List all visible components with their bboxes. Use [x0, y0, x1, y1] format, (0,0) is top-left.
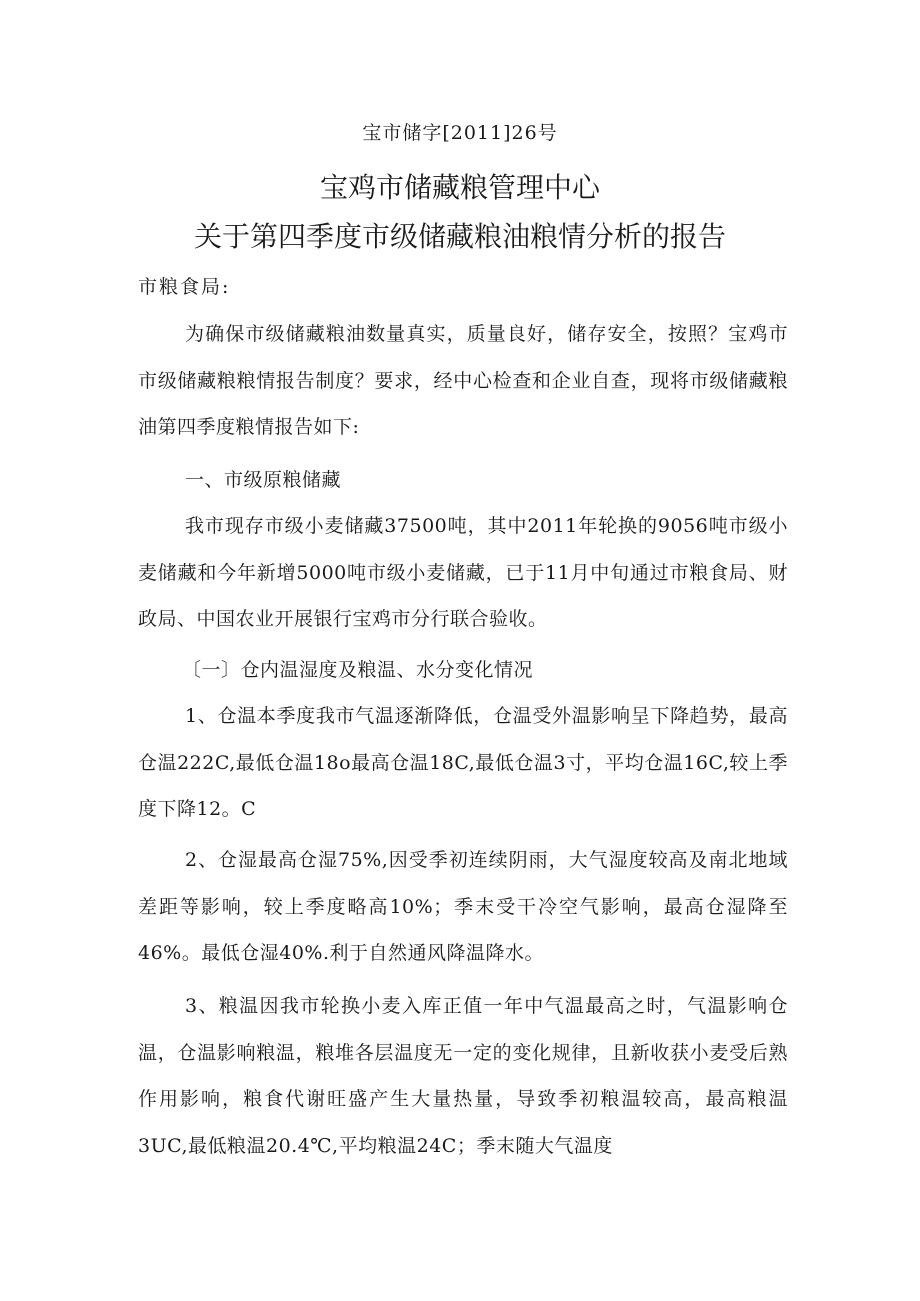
- item-1-paragraph: 1、仓温本季度我市气温逐渐降低，仓温受外温影响呈下降趋势，最高仓温222C,最低仓温18o最高仓温18C,最低仓温3寸，平均仓温16C,较上季度下降12。C: [138, 705, 788, 820]
- document-title-line2: 关于第四季度市级储藏粮油粮情分析的报告: [193, 220, 726, 253]
- document-title-line1: 宝鸡市储藏粮管理中心: [319, 171, 600, 204]
- intro-paragraph: 为确保市级储藏粮油数量真实，质量良好，储存安全，按照？宝鸡市市级储藏粮粮情报告制度？要求，经中心检查和企业自查，现将市级储藏粮油第四季度粮情报告如下:: [138, 323, 788, 438]
- subsection-heading-1: 〔一〕仓内温湿度及粮温、水分变化情况: [182, 659, 534, 681]
- section-heading-1: 一、市级原粮储藏: [185, 469, 342, 491]
- item-3-paragraph: 3、粮温因我市轮换小麦入库正值一年中气温最高之时，气温影响仓温，仓温影响粮温，粮堆各层温度无一定的变化规律，且新收获小麦受后熟作用影响，粮食代谢旺盛产生大量热量，导致季初粮温较高，最高粮温3UC,最低粮温20.4℃,平均粮温24C；季末随大气温度: [138, 995, 788, 1157]
- salutation: 市粮食局:: [138, 276, 231, 298]
- section1-paragraph: 我市现存市级小麦储藏37500吨，其中2011年轮换的9056吨市级小麦储藏和今年新增5000吨市级小麦储藏，已于11月中旬通过市粮食局、财政局、中国农业开展银行宝鸡市分行联合验收。: [138, 515, 788, 630]
- item-2-paragraph: 2、仓湿最高仓湿75%,因受季初连续阴雨，大气湿度较高及南北地域差距等影响，较上季度略高10%；季末受干冷空气影响，最高仓湿降至46%。最低仓湿40%.利于自然通风降温降水。: [138, 849, 788, 964]
- document-number: 宝市储字[2011]26号: [362, 122, 558, 144]
